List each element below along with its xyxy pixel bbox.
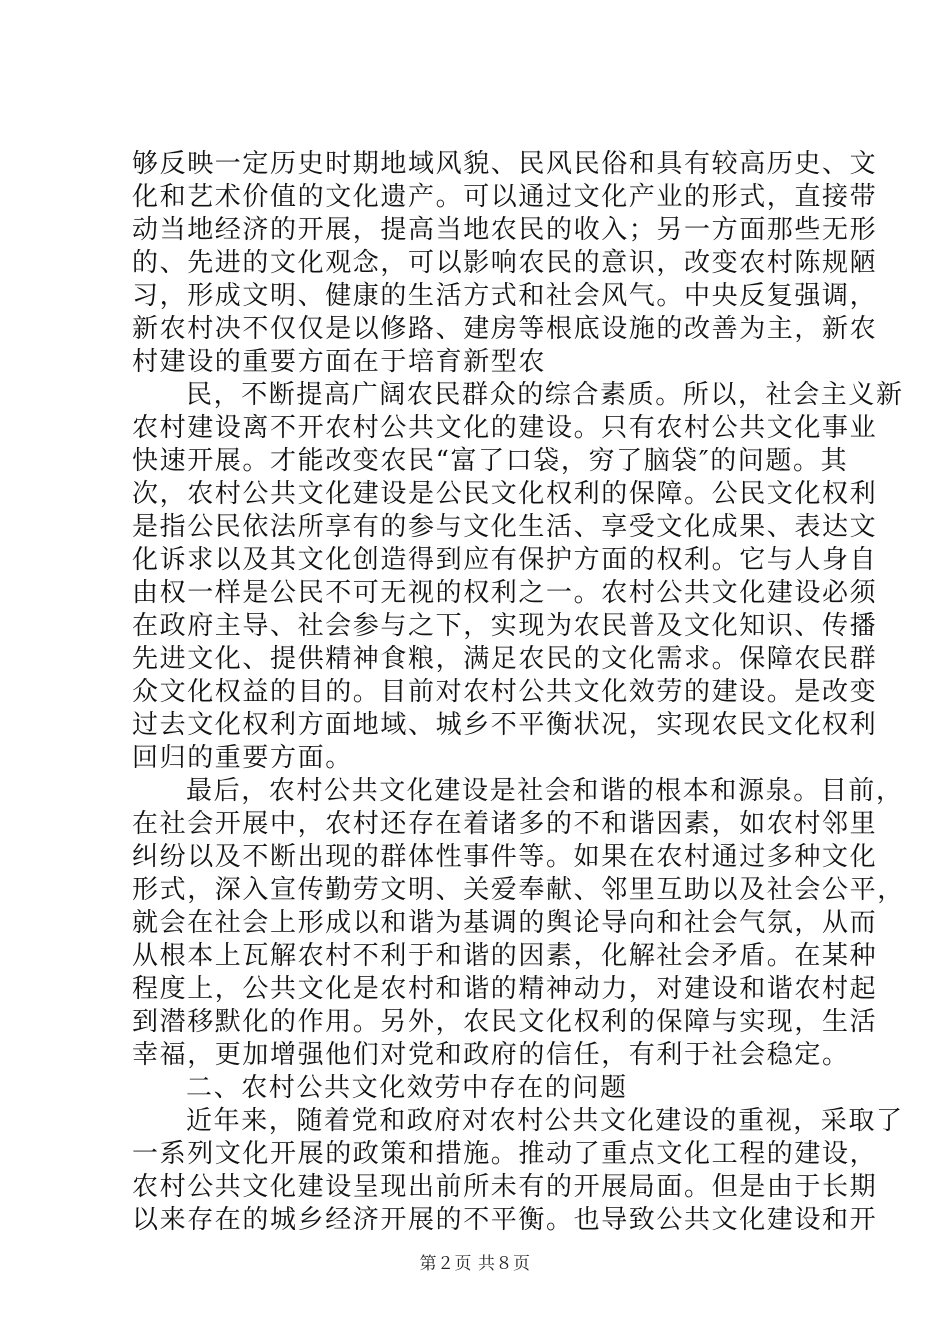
text-line: 习，形成文明、健康的生活方式和社会风气。中央反复强调，: [132, 281, 878, 311]
text-line: 化诉求以及其文化创造得到应有保护方面的权利。它与人身自: [132, 545, 878, 575]
paragraph: [132, 1072, 822, 1105]
text-line: 是指公民依法所享有的参与文化生活、享受文化成果、表达文: [132, 512, 878, 542]
text-line: 就会在社会上形成以和谐为基调的舆论导向和社会气氛，从而: [132, 908, 878, 938]
paragraph: [132, 379, 904, 775]
text-line: 民，不断提高广阔农民群众的综合素质。所以，社会主义新: [186, 380, 904, 410]
text-line: 从根本上瓦解农村不利于和谐的因素，化解社会矛盾。在某种: [132, 941, 878, 971]
text-line: 由权一样是公民不可无视的权利之一。农村公共文化建设必须: [132, 578, 878, 608]
text-line: 众文化权益的目的。目前对农村公共文化效劳的建设。是改变: [132, 677, 878, 707]
text-line: 在政府主导、社会参与之下，实现为农民普及文化知识、传播: [132, 611, 878, 641]
text-line: 农村建设离不开农村公共文化的建设。只有农村公共文化事业: [132, 413, 878, 443]
text-line: 农村公共文化建设呈现出前所未有的开展局面。但是由于长期: [132, 1172, 878, 1202]
page-footer: 第２页 共８页: [419, 1254, 531, 1274]
paragraph: [132, 775, 905, 1072]
body-text: [132, 148, 905, 1237]
text-line: 近年来，随着党和政府对农村公共文化建设的重视，采取了: [186, 1106, 904, 1136]
paragraph: [132, 1105, 904, 1237]
text-line: 二、农村公共文化效劳中存在的问题: [186, 1073, 628, 1103]
text-line: 最后，农村公共文化建设是社会和谐的根本和源泉。目前，: [186, 776, 904, 806]
text-line: 一系列文化开展的政策和措施。推动了重点文化工程的建设，: [132, 1139, 878, 1169]
text-line: 次，农村公共文化建设是公民文化权利的保障。公民文化权利: [132, 479, 878, 509]
text-line: 回归的重要方面。: [132, 743, 353, 773]
text-line: 村建设的重要方面在于培育新型农: [132, 347, 547, 377]
text-line: 程度上，公共文化是农村和谐的精神动力，对建设和谐农村起: [132, 974, 878, 1004]
text-line: 幸福，更加增强他们对党和政府的信任，有利于社会稳定。: [132, 1040, 850, 1070]
text-line: 在社会开展中，农村还存在着诸多的不和谐因素，如农村邻里: [132, 809, 878, 839]
text-line: 过去文化权利方面地域、城乡不平衡状况，实现农民文化权利: [132, 710, 878, 740]
text-line: 纠纷以及不断出现的群体性事件等。如果在农村通过多种文化: [132, 842, 878, 872]
text-line: 够反映一定历史时期地域风貌、民风民俗和具有较高历史、文: [132, 149, 878, 179]
text-line: 快速开展。才能改变农民“富了口袋，穷了脑袋″的问题。其: [132, 446, 849, 476]
text-line: 动当地经济的开展，提高当地农民的收入；另一方面那些无形: [132, 215, 878, 245]
text-line: 以来存在的城乡经济开展的不平衡。也导致公共文化建设和开: [132, 1205, 878, 1235]
text-line: 到潜移默化的作用。另外，农民文化权利的保障与实现，生活: [132, 1007, 878, 1037]
text-line: 先进文化、提供精神食粮，满足农民的文化需求。保障农民群: [132, 644, 878, 674]
text-line: 形式，深入宣传勤劳文明、关爱奉献、邻里互助以及社会公平，: [132, 875, 905, 905]
text-line: 的、先进的文化观念，可以影响农民的意识，改变农村陈规陋: [132, 248, 878, 278]
paragraph: [132, 148, 878, 379]
text-line: 新农村决不仅仅是以修路、建房等根底设施的改善为主，新农: [132, 314, 878, 344]
text-line: 化和艺术价值的文化遗产。可以通过文化产业的形式，直接带: [132, 182, 878, 212]
